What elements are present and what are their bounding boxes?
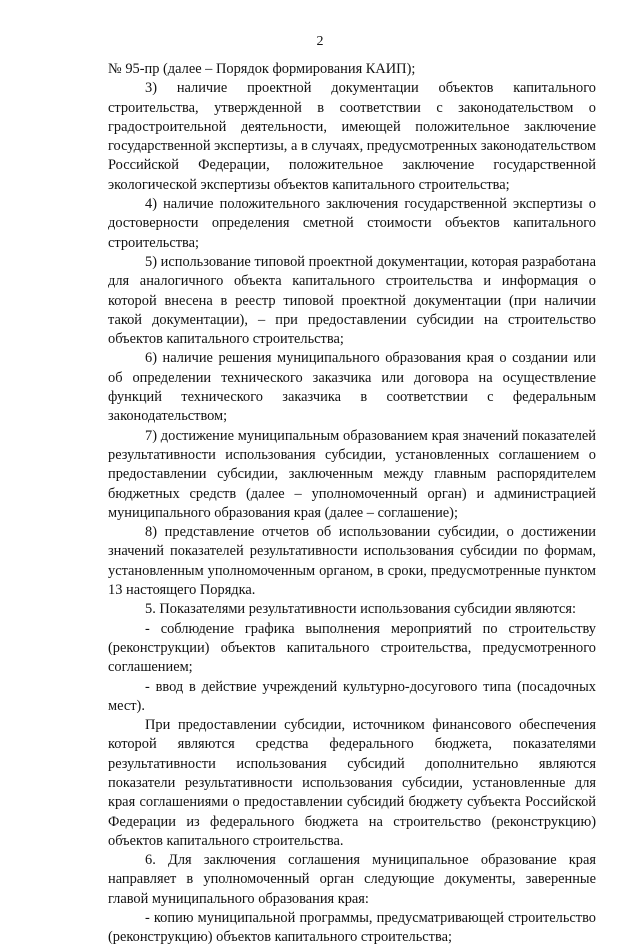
paragraph-item-3: 3) наличие проектной документации объектов капитального строительства, утвержденной в соответствии с законодательством о градостроительной деятельности, имеющей положительное заключение государственной экспертизы, а в случаях, предусмотренных законодательством Российской Федерации, положительное заключение государственной экологической экспертизы объектов капитального строительства;: [108, 80, 596, 193]
document-body: [108, 60, 596, 948]
paragraph-item-4: 4) наличие положительного заключения государственной экспертизы о достоверности определения сметной стоимости объектов капитального строительства;: [108, 196, 596, 251]
bullet-program-copy: - копию муниципальной программы, предусматривающей строительство (реконструкцию) объектов капитального строительства;: [108, 910, 596, 946]
paragraph-item-5: 5) использование типовой проектной документации, которая разработана для аналогичного объекта капитального строительства и информация о которой внесена в реестр типовой проектной документации (при наличии такой документации), – при предоставлении субсидии на строительство объектов капитального строительства;: [108, 253, 596, 348]
paragraph-item-6: 6) наличие решения муниципального образования края о создании или об определении технического заказчика или договора на осуществление функций технического заказчика в соответствии с федеральным законодательством;: [108, 350, 596, 425]
page-number: 2: [316, 34, 324, 49]
paragraph-section-6: 6. Для заключения соглашения муниципальное образование края направляет в уполномоченный орган следующие документы, заверенные главой муниципального образования края:: [108, 852, 596, 907]
bullet-schedule: - соблюдение графика выполнения мероприятий по строительству (реконструкции) объектов капитального строительства, предусмотренного соглашением;: [108, 620, 596, 676]
bullet-commissioning: - ввод в действие учреждений культурно-досугового типа (посадочных мест).: [108, 678, 596, 714]
paragraph-continuation: № 95-пр (далее – Порядок формирования КАИП);: [108, 61, 416, 77]
paragraph-item-7: 7) достижение муниципальным образованием края значений показателей результативности использования субсидии, установленных соглашением о предоставлении субсидии, заключенным между главным распорядителем бюджетных средств (далее – уполномоченный орган) и администрацией муниципального образования края (далее – соглашение);: [108, 427, 596, 521]
paragraph-federal-funding: При предоставлении субсидии, источником финансового обеспечения которой являются средства федерального бюджета, показателями результативности использования субсидий дополнительно являются показатели результативности использования субсидии, установленные для края соглашениями о предоставлении субсидий бюджету субъекта Российской Федерации из федерального бюджета на строительство (реконструкцию) объектов капитального строительства.: [108, 717, 596, 849]
paragraph-item-8: 8) представление отчетов об использовании субсидии, о достижении значений показателей результативности использования субсидии по формам, установленным уполномоченным органом, в сроки, предусмотренные пунктом 13 настоящего Порядка.: [108, 524, 596, 599]
paragraph-section-5: 5. Показателями результативности использования субсидии являются:: [145, 601, 577, 618]
